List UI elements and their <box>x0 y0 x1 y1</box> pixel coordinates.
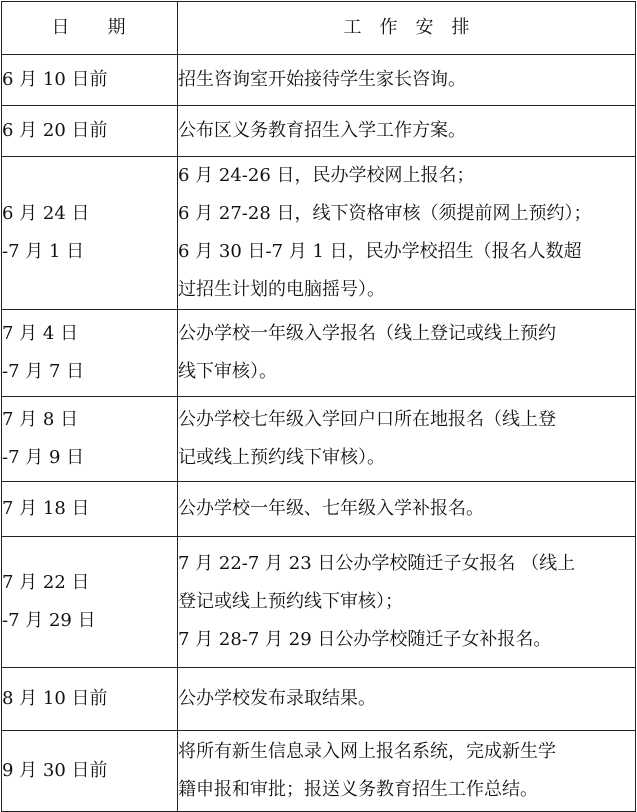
date-line: 6 月 10 日前 <box>2 69 108 90</box>
work-cell <box>178 537 636 668</box>
date-line: 7 月 22 日 <box>2 572 90 593</box>
table-row <box>2 731 636 812</box>
table-row <box>2 397 636 482</box>
work-line: 公布区义务教育招生入学工作方案。 <box>178 120 466 141</box>
work-line: 公办学校发布录取结果。 <box>178 688 376 709</box>
date-line: 7 月 4 日 <box>2 323 79 344</box>
date-cell <box>2 157 178 310</box>
work-line: 将所有新生信息录入网上报名系统，完成新生学 <box>178 741 556 762</box>
date-cell <box>2 482 178 537</box>
date-cell <box>2 106 178 157</box>
work-cell <box>178 668 636 731</box>
date-cell <box>2 310 178 397</box>
work-line: 6 月 30 日-7 月 1 日，民办学校招生（报名人数超 <box>178 241 582 262</box>
date-cell <box>2 55 178 106</box>
work-line: 7 月 22-7 月 23 日公办学校随迁子女报名 （线上 <box>178 553 576 574</box>
work-cell <box>178 106 636 157</box>
work-line: 6 月 27-28 日，线下资格审核（须提前网上预约）； <box>178 203 592 224</box>
work-line: 7 月 28-7 月 29 日公办学校随迁子女补报名。 <box>178 629 552 650</box>
work-cell <box>178 397 636 482</box>
table-row <box>2 537 636 668</box>
table-row <box>2 157 636 310</box>
header-work: 工作安排 <box>178 2 636 55</box>
table-row <box>2 482 636 537</box>
date-line: 6 月 24 日 <box>2 203 90 224</box>
work-cell <box>178 731 636 812</box>
date-line: -7 月 9 日 <box>2 447 85 468</box>
date-cell <box>2 397 178 482</box>
work-cell <box>178 482 636 537</box>
date-line: -7 月 7 日 <box>2 361 85 382</box>
work-line: 线下审核）。 <box>178 361 277 382</box>
header-date: 日期 <box>2 2 178 55</box>
date-line: 8 月 10 日前 <box>2 688 108 709</box>
date-line: -7 月 29 日 <box>2 610 96 631</box>
work-line: 过招生计划的电脑摇号）。 <box>178 279 385 300</box>
date-cell <box>2 731 178 812</box>
work-line: 公办学校一年级、七年级入学补报名。 <box>178 498 484 519</box>
work-line: 公办学校一年级入学报名（线上登记或线上预约 <box>178 323 556 344</box>
work-cell <box>178 310 636 397</box>
work-line: 公办学校七年级入学回户口所在地报名（线上登 <box>178 409 556 430</box>
date-cell <box>2 537 178 668</box>
work-line: 籍申报和审批；报送义务教育招生工作总结。 <box>178 779 538 800</box>
work-line: 记或线上预约线下审核）。 <box>178 447 385 468</box>
schedule-table <box>1 1 636 812</box>
date-line: 7 月 8 日 <box>2 409 79 430</box>
date-line: 9 月 30 日前 <box>2 760 108 781</box>
date-line: 6 月 20 日前 <box>2 120 108 141</box>
date-line: -7 月 1 日 <box>2 241 85 262</box>
work-cell <box>178 55 636 106</box>
table-row <box>2 310 636 397</box>
work-line: 招生咨询室开始接待学生家长咨询。 <box>178 69 466 90</box>
header-row <box>2 2 636 55</box>
work-line: 6 月 24-26 日，民办学校网上报名； <box>178 165 475 186</box>
work-line: 登记或线上预约线下审核）； <box>178 591 403 612</box>
date-line: 7 月 18 日 <box>2 498 90 519</box>
table-row <box>2 106 636 157</box>
work-cell <box>178 157 636 310</box>
table-row <box>2 55 636 106</box>
table-row <box>2 668 636 731</box>
date-cell <box>2 668 178 731</box>
